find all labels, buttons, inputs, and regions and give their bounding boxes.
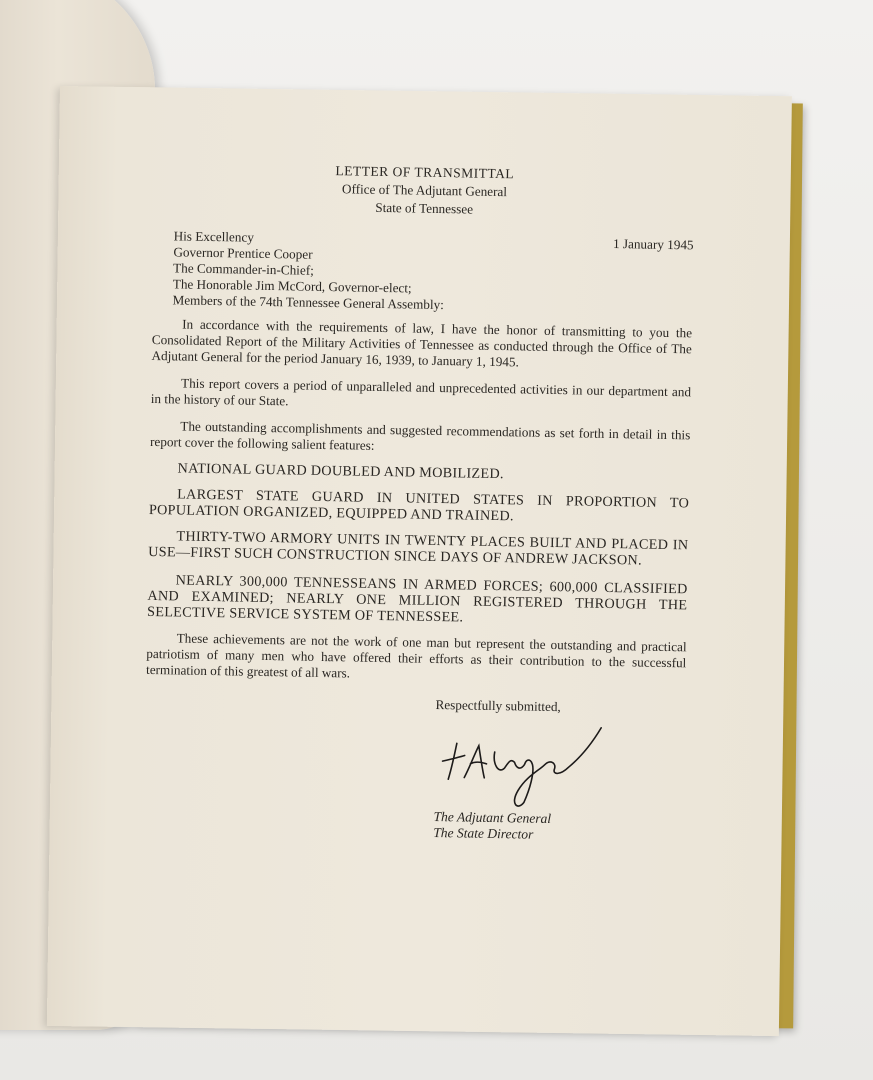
office-line: Office of The Adjutant General xyxy=(341,181,508,200)
letter-heading xyxy=(154,160,695,221)
addressee-line: His Excellency xyxy=(173,228,255,245)
body-paragraph: This report covers a period of unparalleled and unprecedented activities in our department and in the history of our State. xyxy=(150,375,692,409)
feature-item: THIRTY-TWO ARMORY UNITS IN TWENTY PLACES BUILT AND PLACED IN USE—FIRST SUCH CONSTRUCTION SINCE DAYS OF ANDREW JACKSON. xyxy=(148,528,689,569)
valediction: Respectfully submitted, xyxy=(435,696,561,715)
feature-item: LARGEST STATE GUARD IN UNITED STATES IN PROPORTION TO POPULATION ORGANIZED, EQUIPPED AND TRAINED. xyxy=(148,486,690,525)
handwritten-signature xyxy=(434,717,606,812)
feature-item: NATIONAL GUARD DOUBLED AND MOBILIZED. xyxy=(177,460,504,483)
feature-item: NEARLY 300,000 TENNESSEANS IN ARMED FORCES; 600,000 CLASSIFIED AND EXAMINED; NEARLY ONE MILLION REGISTERED THROUGH THE SELECTIVE SERVICE SYSTEM OF TENNESSEE. xyxy=(146,572,688,626)
letter-title: LETTER OF TRANSMITTAL xyxy=(335,163,515,182)
body-paragraph: In accordance with the requirements of law, I have the honor of transmitting to you the Consolidated Report of the Military Activities of Tennessee as conducted through the Office of The Adjutant General for the period January 16, 1939, to January 1, 1945. xyxy=(151,316,693,370)
addressee-block xyxy=(152,228,693,317)
body-paragraph: The outstanding accomplishments and suggested recommendations as set forth in detail in this report cover the following salient features: xyxy=(149,418,691,453)
addressee-line: The Commander-in-Chief; xyxy=(172,260,314,278)
signer-title: The State Director xyxy=(433,824,534,842)
signer-title: The Adjutant General xyxy=(433,808,552,827)
state-line: State of Tennessee xyxy=(375,199,474,217)
addressee-line: Governor Prentice Cooper xyxy=(173,244,313,262)
addressee-line: The Honorable Jim McCord, Governor-elect; xyxy=(172,276,412,296)
letter-body xyxy=(143,160,695,845)
signature-block xyxy=(433,697,685,845)
letter-date: 1 January 1945 xyxy=(612,236,694,253)
closing-paragraph: These achievements are not the work of one man but represent the outstanding and practical patriotism of many men who have offered their efforts as their contribution to the successful termination of this greatest of all wars. xyxy=(145,630,687,681)
addressee-line: Members of the 74th Tennessee General Assembly: xyxy=(172,292,444,313)
